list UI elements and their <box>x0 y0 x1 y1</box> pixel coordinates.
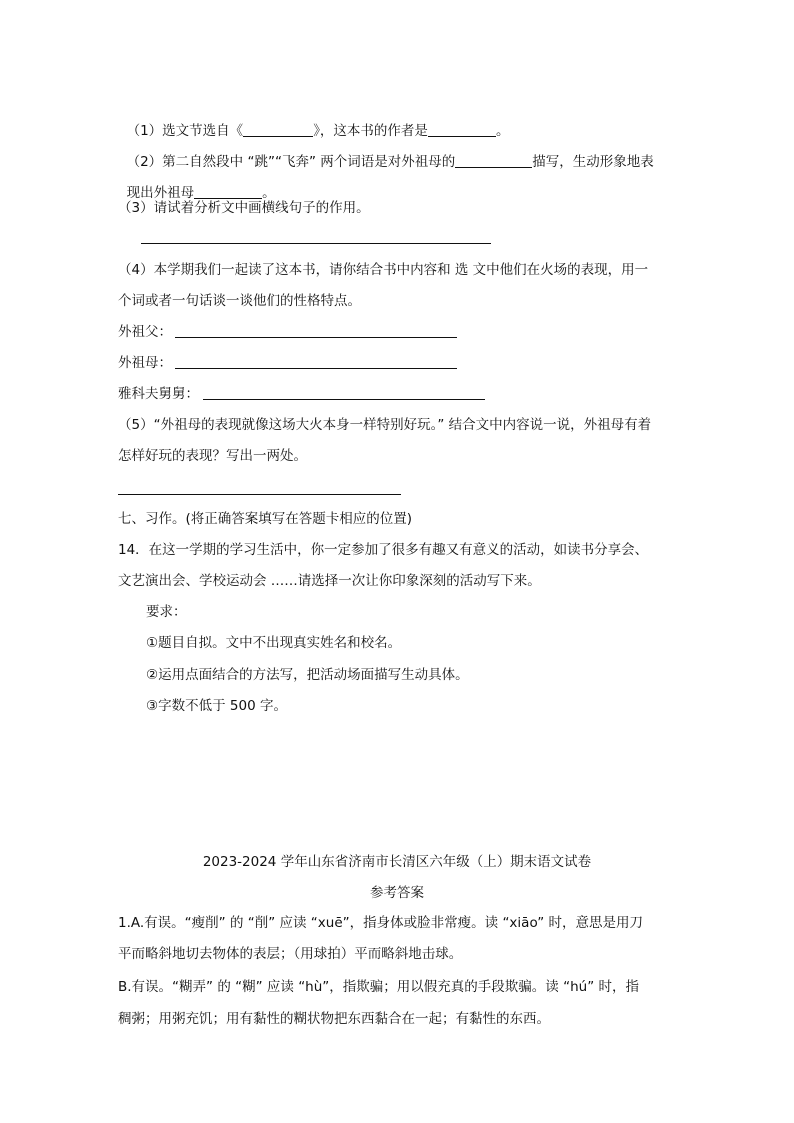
question-4-line-2: 个词或者一句话谈一谈他们的性格特点。 <box>118 293 361 309</box>
question-2-text-a: （2）第二自然段中 “跳”“飞奔” 两个词语是对外祖母的 <box>126 154 456 170</box>
answer-line-grandmother[interactable] <box>175 368 457 369</box>
requirements-title: 要求： <box>146 604 187 620</box>
grandfather-label: 外祖父： <box>118 324 172 340</box>
question-4-line-1: （4）本学期我们一起读了这本书，请你结合书中内容和 选 文中他们在火场的表现，用一 <box>118 262 649 278</box>
answer-1b-line-1: B.有误。“糊弄” 的 “糊” 应读 “hù”，指欺骗；用以假充真的手段欺骗。读 “hú” 时，指 <box>118 979 639 995</box>
composition-heading: 七、习作。(将正确答案填写在答题卡相应的位置) <box>118 511 413 527</box>
answer-key-title: 2023-2024 学年山东省济南市长清区六年级（上）期末语文试卷 <box>202 854 592 870</box>
question-1-text-c: 。 <box>495 123 510 139</box>
question-1-text-b: 》，这本书的作者是 <box>313 123 428 139</box>
requirement-2: ②运用点面结合的方法写，把活动场面描写生动具体。 <box>146 667 469 683</box>
answer-1b-line-2: 稠粥；用粥充饥；用有黏性的糊状物把东西黏合在一起；有黏性的东西。 <box>118 1011 550 1027</box>
answer-line-yakov[interactable] <box>203 399 485 400</box>
question-3: （3）请试着分析文中画横线句子的作用。 <box>118 200 370 216</box>
answer-key-subtitle: 参考答案 <box>370 885 424 901</box>
yakov-label: 雅科夫舅舅： <box>118 386 199 402</box>
requirement-1: ①题目自拟。文中不出现真实姓名和校名。 <box>146 635 402 651</box>
question-5-line-2: 怎样好玩的表现？写出一两处。 <box>118 448 307 464</box>
grandmother-label: 外祖母： <box>118 355 172 371</box>
answer-line-grandfather[interactable] <box>175 337 457 338</box>
question-5-line-1: （5）“外祖母的表现就像这场大火本身一样特别好玩。” 结合文中内容说一说，外祖母有着 <box>118 417 652 433</box>
requirement-3: ③字数不低于 500 字。 <box>146 698 287 714</box>
answer-line-q3[interactable] <box>141 243 491 244</box>
question-2-line-2 <box>118 166 276 202</box>
answer-blank-trait[interactable] <box>194 184 262 199</box>
question-1-text-a: （1）选文节选自《 <box>126 123 244 139</box>
answer-line-q5[interactable] <box>118 494 401 495</box>
answer-blank-description[interactable] <box>455 153 532 168</box>
question-2-text-b: 描写，生动形象地表 <box>532 154 654 170</box>
question-2-text-d: 。 <box>262 185 276 201</box>
question-14-line-1: 14．在这一学期的学习生活中，你一定参加了很多有趣又有意义的活动，如读书分享会、 <box>118 542 649 558</box>
answer-1a-line-2: 平而略斜地切去物体的表层；（用球拍）平而略斜地击球。 <box>118 946 463 962</box>
question-2-text-c: 现出外祖母 <box>126 185 195 201</box>
question-14-line-2: 文艺演出会、学校运动会 ……请选择一次让你印象深刻的活动写下来。 <box>118 573 541 589</box>
answer-1a-line-1: 1.A.有误。“瘦削” 的 “削” 应读 “xuē”，指身体或脸非常瘦。读 “xiāo” 时，意思是用刀 <box>118 915 644 931</box>
